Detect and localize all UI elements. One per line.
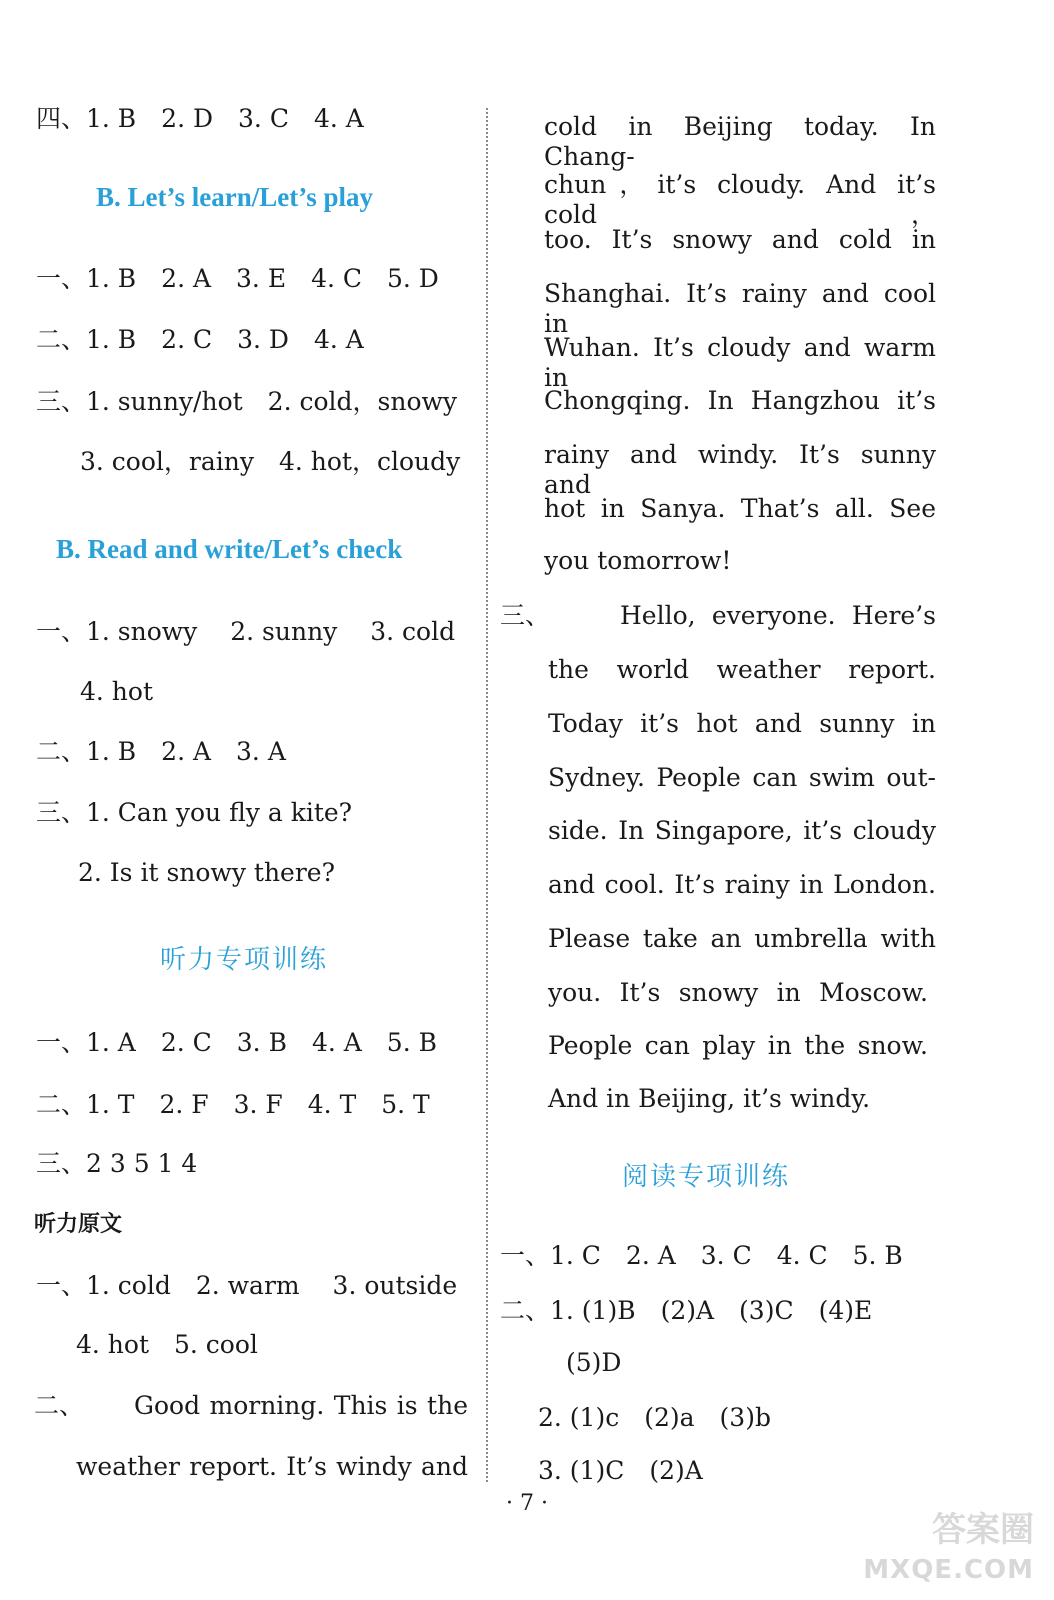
section-heading: B. Let’s learn/Let’s play xyxy=(96,182,373,212)
transcript-line: weather report. It’s windy and xyxy=(76,1452,468,1481)
section-heading: B. Read and write/Let’s check xyxy=(56,534,403,564)
watermark-logo xyxy=(863,1510,1034,1590)
transcript-line: Wuhan. It’s cloudy and warm in xyxy=(544,333,936,392)
answer-line: 一、1. B 2. A 3. E 4. C 5. D xyxy=(36,264,439,293)
transcript-line: And in Beijing, it’s windy. xyxy=(548,1084,871,1113)
transcript-line: chun，it’s cloudy. And it’s cold， xyxy=(544,170,936,229)
transcript-line: you. It’s snowy in Moscow. xyxy=(548,978,928,1007)
watermark-text: 答案圈 xyxy=(932,1510,1034,1550)
answer-line: 2. Is it snowy there? xyxy=(78,858,335,887)
answer-line: 二、1. B 2. A 3. A xyxy=(36,737,286,766)
transcript-line: you tomorrow! xyxy=(544,546,732,575)
transcript-line: 4. hot 5. cool xyxy=(76,1330,258,1359)
answer-line: 三、2 3 5 1 4 xyxy=(36,1149,198,1178)
transcript-line: the world weather report. xyxy=(548,655,936,684)
transcript-line: cold in Beijing today. In Chang- xyxy=(544,112,936,171)
answer-line: 三、1. sunny/hot 2. cold，snowy xyxy=(36,387,458,416)
answer-line: 3. cool，rainy 4. hot，cloudy xyxy=(80,447,461,476)
transcript-line: rainy and windy. It’s sunny and xyxy=(544,440,936,499)
section-heading: 阅读专项训练 xyxy=(622,1162,791,1192)
page-number: · 7 · xyxy=(506,1491,548,1516)
transcript-number: 二、 xyxy=(34,1391,85,1420)
answer-line: 一、1. A 2. C 3. B 4. A 5. B xyxy=(36,1028,437,1057)
transcript-line: Good morning. This is the xyxy=(134,1391,468,1420)
answer-line: 二、1. T 2. F 3. F 4. T 5. T xyxy=(36,1090,430,1119)
transcript-line: People can play in the snow. xyxy=(548,1031,928,1060)
answer-line: 一、1. C 2. A 3. C 4. C 5. B xyxy=(500,1241,903,1270)
transcript-line: side. In Singapore, it’s cloudy xyxy=(548,816,936,845)
transcript-line: Chongqing. In Hangzhou it’s xyxy=(544,386,936,415)
transcript-label: 听力原文 xyxy=(34,1212,123,1237)
transcript-line: Hello, everyone. Here’s xyxy=(620,601,936,630)
answer-line: 三、1. Can you fly a kite? xyxy=(36,798,353,827)
transcript-line: Sydney. People can swim out- xyxy=(548,763,936,792)
transcript-line: 一、1. cold 2. warm 3. outside xyxy=(36,1271,458,1300)
answer-line: 2. (1)c (2)a (3)b xyxy=(538,1403,771,1432)
column-divider xyxy=(486,108,488,1482)
transcript-line: Shanghai. It’s rainy and cool in xyxy=(544,279,936,338)
answer-line: 4. hot xyxy=(80,677,153,706)
answer-line: 二、1. B 2. C 3. D 4. A xyxy=(36,325,364,354)
transcript-line: Please take an umbrella with xyxy=(548,924,936,953)
transcript-line: and cool. It’s rainy in London. xyxy=(548,870,936,899)
transcript-line: hot in Sanya. That’s all. See xyxy=(544,494,936,523)
answer-line: 二、1. (1)B (2)A (3)C (4)E xyxy=(500,1296,873,1325)
answer-line: 四、1. B 2. D 3. C 4. A xyxy=(36,104,364,133)
transcript-line: Today it’s hot and sunny in xyxy=(548,709,936,738)
answer-line: (5)D xyxy=(566,1348,622,1377)
transcript-line: too. It’s snowy and cold in xyxy=(544,225,936,254)
answer-line: 3. (1)C (2)A xyxy=(538,1456,703,1485)
transcript-number: 三、 xyxy=(500,601,551,630)
answer-line: 一、1. snowy 2. sunny 3. cold xyxy=(36,617,456,646)
watermark-url: MXQE.COM xyxy=(863,1555,1034,1585)
section-heading: 听力专项训练 xyxy=(160,945,329,975)
